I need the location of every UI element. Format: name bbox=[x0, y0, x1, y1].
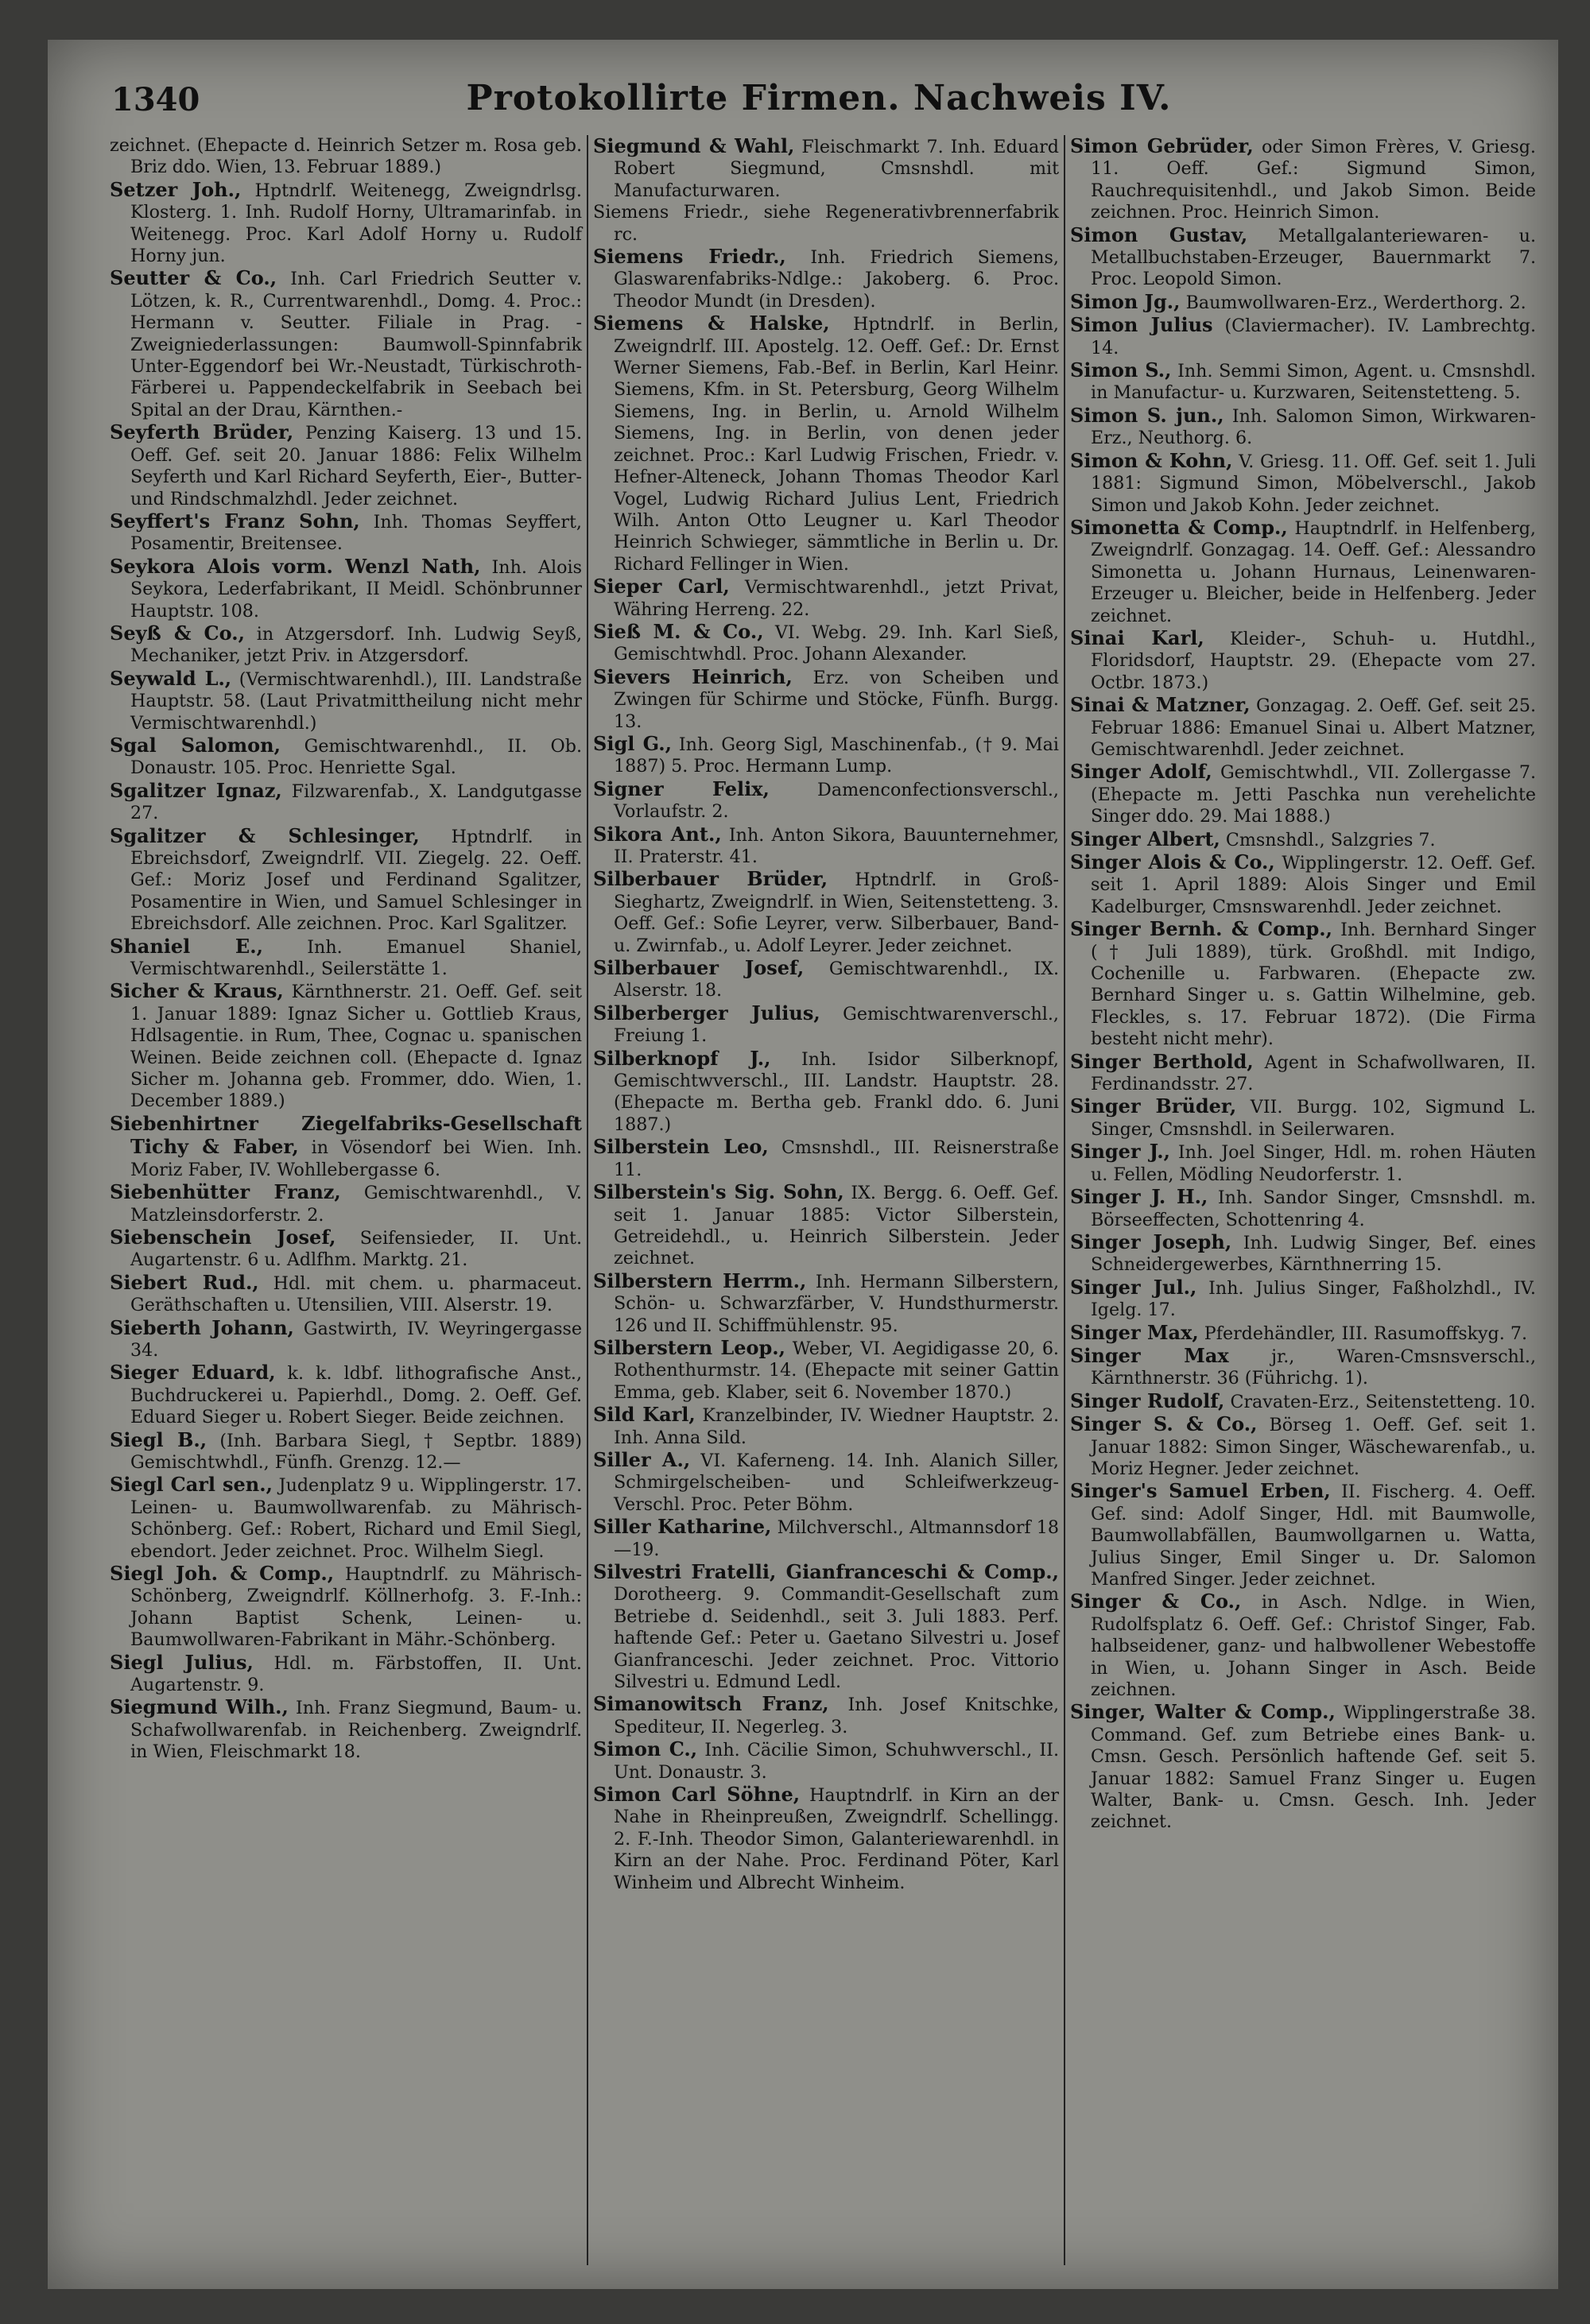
directory-entry bbox=[110, 1563, 582, 1652]
firm-name: Silberbauer Brüder, bbox=[593, 867, 828, 891]
firm-name: Singer J. H., bbox=[1070, 1185, 1208, 1209]
directory-entry bbox=[110, 980, 582, 1112]
firm-name: Singer Albert, bbox=[1070, 827, 1220, 850]
directory-entry bbox=[593, 575, 1059, 621]
directory-entry bbox=[1070, 1390, 1536, 1413]
firm-details: Wipplingerstr. 12. Oeff. Gef. seit 1. April 1889: Alois Singer und Emil Kadelburger, Cmsnswarenhdl. Jeder zeichnet. bbox=[1091, 853, 1536, 917]
page-number: 1340 bbox=[111, 81, 200, 118]
firm-name: Singer Joseph, bbox=[1070, 1230, 1232, 1253]
directory-entry bbox=[110, 421, 582, 510]
firm-name: Sgalitzer & Schlesinger, bbox=[110, 823, 420, 847]
directory-entry bbox=[110, 1272, 582, 1317]
firm-name: Singer Adolf, bbox=[1070, 760, 1212, 784]
firm-details: Inh. Franz Siegmund, Baum- u. Schafwollwarenfab. in Reichenberg. Zweigndrlf. in Wien, Fleischmarkt 18. bbox=[130, 1698, 582, 1763]
firm-details: VI. Webg. 29. Inh. Karl Sieß, Gemischtwhdl. Proc. Johann Alexander. bbox=[614, 622, 1059, 665]
firm-details: jr., Waren-Cmsnsverschl., Kärnthnerstr. 36 (Führichg. 1). bbox=[1091, 1346, 1536, 1389]
firm-name: Siebenhirtner Ziegelfabriks-Gesellschaft Tichy & Faber, bbox=[110, 1111, 582, 1159]
firm-name: Sinai Karl, bbox=[1070, 626, 1204, 649]
firm-name: Singer Max bbox=[1070, 1343, 1229, 1367]
column-3 bbox=[1064, 135, 1541, 2265]
directory-entry bbox=[110, 734, 582, 780]
directory-entry bbox=[593, 1693, 1059, 1738]
firm-name: Siegl Julius, bbox=[110, 1650, 254, 1674]
firm-name: Simon Julius bbox=[1070, 313, 1213, 337]
firm-name: Sikora Ant., bbox=[593, 822, 722, 846]
directory-entry bbox=[593, 1404, 1059, 1449]
firm-details: Vermischtwarenhdl., jetzt Privat, Währing Herreng. 22. bbox=[614, 577, 1059, 620]
firm-details: Hptndrlf. Weitenegg, Zweigndrlsg. Klosterg. 1. Inh. Rudolf Horny, Ultramarinfab. in Weitenegg. Proc. Karl Adolf Horny u. Rudolf Horny jun. bbox=[130, 180, 582, 267]
firm-name: Siegl Carl sen., bbox=[110, 1473, 273, 1497]
directory-entry bbox=[593, 1270, 1059, 1337]
directory-entry bbox=[1070, 761, 1536, 827]
firm-name: Singer Rudolf, bbox=[1070, 1389, 1225, 1412]
firm-name: Siller Katharine, bbox=[593, 1515, 772, 1539]
directory-entry bbox=[593, 1002, 1059, 1048]
firm-name: Simanowitsch Franz, bbox=[593, 1692, 829, 1716]
firm-details: Inh. Anton Sikora, Bauunternehmer, II. Praterstr. 41. bbox=[614, 824, 1059, 867]
directory-entry bbox=[593, 1136, 1059, 1181]
directory-entry bbox=[1070, 1276, 1536, 1322]
directory-entry bbox=[110, 1652, 582, 1697]
directory-entry bbox=[593, 202, 1059, 246]
firm-name: Seyferth Brüder, bbox=[110, 420, 294, 444]
directory-entry bbox=[593, 666, 1059, 733]
firm-details: Milchverschl., Altmannsdorf 18—19. bbox=[614, 1517, 1059, 1560]
directory-entry bbox=[1070, 1590, 1536, 1701]
firm-details: Kleider-, Schuh- u. Hutdhl., Floridsdorf, Hauptstr. 29. (Ehepacte vom 27. Octbr. 1873.) bbox=[1091, 628, 1536, 693]
firm-details: Dorotheerg. 9. Commandit-Gesellschaft zum Betriebe d. Seidenhdl., seit 3. Juli 1883. Perf. haftende Gef.: Peter u. Gaetano Silvestri u. Josef Gianfranceschi. Jeder zeichnet. Proc. Vittorio Silvestri u. Edmund Ledl. bbox=[614, 1584, 1059, 1693]
directory-entry bbox=[593, 957, 1059, 1002]
firm-name: Siegmund Wilh., bbox=[110, 1695, 289, 1719]
directory-entry bbox=[110, 1696, 582, 1763]
directory-entry bbox=[110, 1181, 582, 1226]
firm-details: Hauptndrlf. zu Mährisch-Schönberg, Zweigndrlf. Köllnerhofg. 3. F.-Inh.: Johann Baptist Schenk, Leinen- u. Baumwollwaren-Fabrikant in Mähr.-Schönberg. bbox=[130, 1564, 583, 1651]
directory-entry bbox=[1070, 1186, 1536, 1231]
directory-entry bbox=[110, 556, 582, 622]
firm-name: Silvestri Fratelli, Gianfranceschi & Comp., bbox=[593, 1560, 1059, 1583]
firm-details: Fleischmarkt 7. Inh. Eduard Robert Siegmund, Cmsnshdl. mit Manufacturwaren. bbox=[614, 137, 1059, 201]
directory-entry bbox=[1070, 1095, 1536, 1141]
firm-details: Gemischtwarenverschl., Freiung 1. bbox=[614, 1003, 1059, 1047]
firm-details: Hptndrlf. in Ebreichsdorf, Zweigndrlf. VII. Ziegelg. 22. Oeff. Gef.: Moriz Josef und Ferdinand Sgalitzer, Posamentire in Wien, und Samuel Schlesinger in Ebreichsdorf. Alle zeichnen. Proc. Karl Sgalitzer. bbox=[130, 826, 582, 935]
directory-entry bbox=[593, 1561, 1059, 1693]
directory-entry bbox=[110, 668, 582, 734]
directory-entry bbox=[1070, 405, 1536, 450]
directory-entry bbox=[593, 733, 1059, 778]
directory-entry bbox=[593, 312, 1059, 575]
directory-entry bbox=[1070, 1701, 1536, 1833]
firm-name: Singer & Co., bbox=[1070, 1590, 1242, 1613]
firm-details: Hdl. mit chem. u. pharmaceut. Geräthschaften u. Utensilien, VIII. Alserstr. 19. bbox=[130, 1272, 582, 1316]
firm-name: Singer, Walter & Comp., bbox=[1070, 1700, 1336, 1724]
directory-entry bbox=[1070, 1141, 1536, 1186]
firm-details: Inh. Joel Singer, Hdl. m. rohen Häuten u. Fellen, Mödling Neudorferstr. 1. bbox=[1091, 1142, 1536, 1185]
directory-entry bbox=[110, 825, 582, 935]
firm-name: Siller A., bbox=[593, 1447, 691, 1471]
column-2 bbox=[587, 135, 1064, 2265]
firm-details: Kärnthnerstr. 21. Oeff. Gef. seit 1. Januar 1889: Ignaz Sicher u. Gottlieb Kraus, Hdlsagentie. in Rum, Thee, Cognac u. spanischen Weinen. Beide zeichnen coll. (Ehepacte d. Ignaz Sicher m. Johanna geb. Frommer, ddo. Wien, 1. December 1889.) bbox=[130, 982, 582, 1112]
firm-details: (Claviermacher). IV. Lambrechtg. 14. bbox=[1091, 316, 1536, 358]
firm-details: oder Simon Frères, V. Griesg. 11. Oeff. Gef.: Sigmund Simon, Rauchrequisitenhdl., und Jakob Simon. Beide zeichnen. Proc. Heinrich Simon. bbox=[1091, 137, 1536, 223]
firm-name: Sgal Salomon, bbox=[110, 733, 281, 757]
firm-details: Hptndrlf. in Berlin, Zweigndrlf. III. Apostelg. 12. Oeff. Gef.: Dr. Ernst Werner Siemens, Fab.-Bef. in Berlin, Karl Heinr. Siemens, Kfm. in St. Petersburg, Georg Wilhelm Siemens, Ing. in Berlin, u. Arnold Wilhelm Siemens, Ing. in Berlin, von denen jeder zeichnet. Proc.: Karl Ludwig Frischen, Friedr. v. Hefner-Alteneck, Johann Thomas Theodor Karl Vogel, Ludwig Richard Julius Lent, Friedrich Wilh. Anton Otto Leugner u. Karl Theodor Heinrich Schwieger, sämmtliche in Berlin u. Dr. Richard Fellinger in Wien. bbox=[614, 314, 1059, 575]
directory-entry bbox=[1070, 694, 1536, 761]
firm-name: Singer Brüder, bbox=[1070, 1094, 1237, 1118]
firm-details: Baumwollwaren-Erz., Werderthorg. 2. bbox=[1185, 292, 1526, 313]
firm-details: zeichnet. (Ehepacte d. Heinrich Setzer m. Rosa geb. Briz ddo. Wien, 13. Februar 1889.) bbox=[110, 135, 582, 178]
firm-details: Seifensieder, II. Unt. Augartenstr. 6 u. Adlfhm. Marktg. 21. bbox=[130, 1227, 582, 1271]
directory-entry bbox=[1070, 224, 1536, 291]
firm-details: Hptndrlf. in Groß-Sieghartz, Zweigndrlf. in Wien, Seitenstetteng. 3. Oeff. Gef.: Sofie Leyrer, verw. Silberbauer, Band- u. Zwirnfab., u. Adolf Leyrer. Jeder zeichnet. bbox=[614, 870, 1060, 956]
column-1 bbox=[110, 135, 587, 2265]
firm-name: Sieberth Johann, bbox=[110, 1315, 294, 1339]
directory-entry bbox=[1070, 291, 1536, 314]
firm-details: Judenplatz 9 u. Wipplingerstr. 17. Leinen- u. Baumwollwarenfab. zu Mährisch-Schönberg. Gef.: Robert, Richard und Emil Siegl, ebendort. Jeder zeichnet. Proc. Wilhelm Siegl. bbox=[130, 1475, 582, 1562]
firm-name: Siemens Friedr., bbox=[593, 245, 786, 269]
firm-details: Hdl. m. Färbstoffen, II. Unt. Augartenstr. 9. bbox=[130, 1652, 582, 1696]
firm-name: Seyß & Co., bbox=[110, 621, 245, 645]
firm-name: Sinai & Matzner, bbox=[1070, 693, 1251, 717]
firm-details: Wipplingerstraße 38. Command. Gef. zum Betriebe eines Bank- u. Cmsn. Gesch. Persönlich haftende Gef. seit 5. Januar 1882: Samuel Franz Singer u. Eugen Walter, Bank- u. Cmsn. Gesch. Inh. Jeder zeichnet. bbox=[1091, 1702, 1536, 1833]
firm-details: Inh. Hermann Silberstern, Schön- u. Schwarzfärber, V. Hundsthurmerstr. 126 und II. Schiffmühlenstr. 95. bbox=[614, 1271, 1059, 1336]
firm-details: Gemischtwhdl., VII. Zollergasse 7. (Ehepacte m. Jetti Paschka nun verehelichte Singer ddo. 29. Mai 1888.) bbox=[1091, 762, 1536, 827]
firm-details: Damenconfectionsverschl., Vorlaufstr. 2. bbox=[614, 779, 1059, 823]
firm-details: Inh. Alois Seykora, Lederfabrikant, II Meidl. Schönbrunner Hauptstr. 108. bbox=[130, 556, 582, 622]
firm-details: Inh. Thomas Seyffert, Posamentir, Breitensee. bbox=[130, 511, 582, 555]
firm-details: Agent in Schafwollwaren, II. Ferdinandsstr. 27. bbox=[1091, 1052, 1536, 1095]
directory-entry bbox=[1070, 450, 1536, 517]
firm-details: Hauptndrlf. in Kirn an der Nahe in Rheinpreußen, Zweigndrlf. Schellingg. 2. F.-Inh. Theodor Simon, Galanteriewarenhdl. in Kirn an der Nahe. Proc. Ferdinand Pöter, Karl Winheim und Albrecht Winheim. bbox=[614, 1785, 1059, 1893]
firm-details: Gemischtwarenhdl., II. Ob. Donaustr. 105. Proc. Henriette Sgal. bbox=[130, 735, 582, 779]
firm-details: Weber, VI. Aegidigasse 20, 6. Rothenthurmstr. 14. (Ehepacte mit seiner Gattin Emma, geb. Klaber, seit 6. November 1870.) bbox=[614, 1338, 1059, 1403]
firm-details: (Vermischtwarenhdl.), III. Landstraße Hauptstr. 58. (Laut Privatmittheilung nicht mehr Vermischtwarenhdl.) bbox=[130, 668, 582, 734]
firm-details: Inh. Georg Sigl, Maschinenfab., († 9. Mai 1887) 5. Proc. Hermann Lump. bbox=[614, 734, 1059, 777]
firm-details: Kranzelbinder, IV. Wiedner Hauptstr. 2. Inh. Anna Sild. bbox=[614, 1405, 1059, 1448]
firm-name: Sgalitzer Ignaz, bbox=[110, 778, 282, 802]
firm-details: Inh. Salomon Simon, Wirkwaren-Erz., Neuthorg. 6. bbox=[1091, 405, 1537, 449]
directory-entry bbox=[1070, 1480, 1536, 1590]
firm-name: Signer Felix, bbox=[593, 777, 770, 800]
firm-details: Inh. Friedrich Siemens, Glaswarenfabriks-Ndlge.: Jakoberg. 6. Proc. Theodor Mundt (in Dresden). bbox=[614, 247, 1059, 312]
firm-name: Seutter & Co., bbox=[110, 266, 277, 290]
firm-name: Siebenschein Josef, bbox=[110, 1225, 336, 1249]
directory-entry bbox=[1070, 1345, 1536, 1390]
firm-details: VI. Kaferneng. 14. Inh. Alanich Siller, Schmirgelscheiben- und Schleifwerkzeug-Verschl. Proc. Peter Böhm. bbox=[614, 1450, 1059, 1515]
directory-entry bbox=[1070, 1322, 1536, 1345]
directory-entry bbox=[1070, 851, 1536, 918]
firm-name: Simon C., bbox=[593, 1737, 698, 1761]
directory-entry bbox=[110, 1317, 582, 1362]
directory-entry bbox=[1070, 1231, 1536, 1276]
directory-entry bbox=[110, 135, 582, 179]
firm-details: Inh. Sandor Singer, Cmsnshdl. m. Börseeffecten, Schottenring 4. bbox=[1091, 1187, 1536, 1230]
firm-details: Börseg 1. Oeff. Gef. seit 1. Januar 1882: Simon Singer, Wäschewarenfab., u. Moriz Hegner. Jeder zeichnet. bbox=[1091, 1415, 1536, 1479]
directory-entry bbox=[593, 1738, 1059, 1784]
directory-entry bbox=[110, 510, 582, 556]
firm-name: Silberbauer Josef, bbox=[593, 956, 805, 980]
firm-name: Siegl Joh. & Comp., bbox=[110, 1562, 335, 1585]
firm-details: Inh. Bernhard Singer († Juli 1889), türk. Großhdl. mit Indigo, Cochenille u. Farbwaren. (Ehepacte zw. Bernhard Singer u. s. Gattin Wilhelmine, geb. Fleckles, s. 17. Februar 1872). (Die Firma besteht nicht mehr). bbox=[1091, 920, 1536, 1050]
directory-entry bbox=[1070, 828, 1536, 851]
firm-name: Seywald L., bbox=[110, 666, 232, 690]
firm-name: Sicher & Kraus, bbox=[110, 979, 284, 1003]
directory-columns bbox=[110, 135, 1541, 2265]
firm-name: Singer Max, bbox=[1070, 1320, 1199, 1344]
directory-entry bbox=[110, 1429, 582, 1474]
directory-entry bbox=[593, 1784, 1059, 1894]
firm-name: Siebenhütter Franz, bbox=[110, 1180, 341, 1204]
firm-name: Seykora Alois vorm. Wenzl Nath, bbox=[110, 554, 481, 578]
firm-details: V. Griesg. 11. Off. Gef. seit 1. Juli 1881: Sigmund Simon, Möbelverschl., Jakob Simon und Jakob Kohn. Jeder zeichnet. bbox=[1091, 451, 1536, 516]
firm-name: Singer Berthold, bbox=[1070, 1049, 1254, 1073]
directory-entry bbox=[1070, 359, 1536, 405]
firm-name: Simon Gebrüder, bbox=[1070, 135, 1254, 157]
firm-details: Inh. Carl Friedrich Seutter v. Lötzen, k. R., Currentwarenhdl., Domg. 4. Proc.: Hermann v. Seutter. Filiale in Prag. -Zweigniederlassungen: Baumwoll-Spinnfabrik Unter-Eggendorf bei Wr.-Neustadt, Türkischroth-Färberei u. Pappendeckelfabrik in Seebach bei Spital an der Drau, Kärnthen.- bbox=[130, 269, 582, 420]
firm-name: Sigl G., bbox=[593, 731, 672, 755]
firm-name: Silberstein Leo, bbox=[593, 1135, 769, 1159]
firm-name: Simon S. jun., bbox=[1070, 403, 1224, 427]
firm-details: k. k. ldbf. lithografische Anst., Buchdruckerei u. Papierhdl., Domg. 2. Oeff. Gef. Eduard Sieger u. Robert Sieger. Beide zeichnen. bbox=[130, 1363, 582, 1428]
firm-name: Sievers Heinrich, bbox=[593, 664, 793, 688]
firm-name: Simon Jg., bbox=[1070, 289, 1181, 313]
firm-details: in Asch. Ndlge. in Wien, Rudolfsplatz 6. Oeff. Gef.: Christof Singer, Fab. halbseidener, ganz- und halbwollener Webestoffe in Wien, u. Johann Singer in Asch. Beide zeichnen. bbox=[1091, 1592, 1536, 1701]
directory-entry bbox=[110, 935, 582, 981]
directory-entry bbox=[110, 780, 582, 825]
firm-name: Siegl B., bbox=[110, 1427, 207, 1451]
firm-details: Hauptndrlf. in Helfenberg, Zweigndrlf. Gonzagag. 14. Oeff. Gef.: Alessandro Simonetta u. Johann Hurnaus, Leinenwaren-Erzeuger u. Bleicher, beide in Helfenberg. Jeder zeichnet. bbox=[1091, 517, 1536, 626]
directory-entry bbox=[593, 1337, 1059, 1404]
directory-entry bbox=[110, 1361, 582, 1428]
firm-details: in Atzgersdorf. Inh. Ludwig Seyß, Mechaniker, jetzt Priv. in Atzgersdorf. bbox=[130, 623, 582, 667]
firm-name: Silberstern Leop., bbox=[593, 1335, 785, 1359]
directory-entry bbox=[593, 868, 1059, 957]
directory-entry bbox=[593, 246, 1059, 312]
firm-details: Gastwirth, IV. Weyringergasse 34. bbox=[130, 1318, 582, 1361]
firm-details: Metallgalanteriewaren- u. Metallbuchstaben-Erzeuger, Bauernmarkt 7. Proc. Leopold Simon. bbox=[1091, 225, 1537, 290]
firm-name: Simon Carl Söhne, bbox=[593, 1783, 801, 1807]
firm-name: Seyffert's Franz Sohn, bbox=[110, 509, 360, 533]
page-header bbox=[111, 78, 1526, 134]
firm-details: Gemischtwarenhdl., IX. Alserstr. 18. bbox=[614, 959, 1059, 1001]
directory-entry bbox=[1070, 517, 1536, 627]
firm-name: Simon S., bbox=[1070, 358, 1172, 382]
firm-name: Shaniel E., bbox=[110, 934, 263, 958]
directory-entry bbox=[593, 135, 1059, 202]
firm-details: Pferdehändler, III. Rasumoffskyg. 7. bbox=[1204, 1323, 1528, 1344]
firm-details: Cravaten-Erz., Seitenstetteng. 10. bbox=[1230, 1391, 1536, 1412]
directory-entry bbox=[593, 1516, 1059, 1561]
firm-name: Singer J., bbox=[1070, 1140, 1170, 1164]
firm-details: Inh. Ludwig Singer, Bef. eines Schneidergewerbes, Kärnthnerring 15. bbox=[1091, 1232, 1536, 1276]
firm-name: Sieß M. & Co., bbox=[593, 619, 764, 643]
firm-details: Gemischtwarenhdl., V. Matzleinsdorferstr. 2. bbox=[130, 1183, 582, 1226]
firm-details: Inh. Cäcilie Simon, Schuhwverschl., II. Unt. Donaustr. 3. bbox=[614, 1740, 1059, 1783]
firm-name: Siemens & Halske, bbox=[593, 312, 830, 335]
directory-entry bbox=[110, 267, 582, 421]
firm-details: Siemens Friedr., siehe Regenerativbrennerfabrik rc. bbox=[593, 202, 1059, 245]
firm-name: Singer Bernh. & Comp., bbox=[1070, 917, 1333, 941]
firm-name: Simon & Kohn, bbox=[1070, 448, 1233, 472]
firm-name: Singer Jul., bbox=[1070, 1275, 1197, 1299]
firm-name: Singer's Samuel Erben, bbox=[1070, 1479, 1331, 1503]
firm-details: Gonzagag. 2. Oeff. Gef. seit 25. Februar 1886: Emanuel Sinai u. Albert Matzner, Gemischtwarenhdl. Jeder zeichnet. bbox=[1091, 695, 1536, 760]
directory-entry bbox=[593, 1181, 1059, 1270]
firm-name: Siebert Rud., bbox=[110, 1270, 259, 1294]
firm-name: Simon Gustav, bbox=[1070, 223, 1248, 246]
firm-details: Inh. Isidor Silberknopf, Gemischtwverschl., III. Landstr. Hauptstr. 28. (Ehepacte m. Bertha geb. Frankl ddo. 6. Juni 1887.) bbox=[614, 1048, 1059, 1135]
firm-name: Singer Alois & Co., bbox=[1070, 850, 1275, 873]
directory-entry bbox=[110, 1474, 582, 1563]
directory-entry bbox=[110, 622, 582, 668]
firm-name: Silberknopf J., bbox=[593, 1046, 771, 1070]
directory-entry bbox=[1070, 314, 1536, 359]
directory-entry bbox=[593, 621, 1059, 666]
firm-details: II. Fischerg. 4. Oeff. Gef. sind: Adolf Singer, Hdl. mit Baumwolle, Baumwollabfällen, Baumwollgarnen u. Watta, Julius Singer, Emil Singer u. Dr. Salomon Manfred Singer. Jeder zeichnet. bbox=[1091, 1482, 1536, 1590]
running-head: Protokollirte Firmen. Nachweis IV. bbox=[466, 78, 1172, 118]
directory-entry bbox=[1070, 1051, 1536, 1096]
firm-details: Cmsnshdl., Salzgries 7. bbox=[1225, 829, 1436, 850]
directory-entry bbox=[110, 1113, 582, 1181]
directory-entry bbox=[593, 823, 1059, 869]
firm-details: (Inh. Barbara Siegl, † Septbr. 1889) Gemischtwhdl., Fünfh. Grenzg. 12.— bbox=[130, 1430, 582, 1473]
firm-name: Setzer Joh., bbox=[110, 177, 242, 201]
firm-details: IX. Bergg. 6. Oeff. Gef. seit 1. Januar 1885: Victor Silberstein, Getreidehdl., u. Heinrich Silberstein. Jeder zeichnet. bbox=[614, 1183, 1059, 1269]
firm-name: Siegmund & Wahl, bbox=[593, 135, 795, 157]
directory-entry bbox=[1070, 1413, 1536, 1480]
firm-name: Silberstern Herrm., bbox=[593, 1269, 807, 1292]
directory-entry bbox=[593, 778, 1059, 823]
directory-entry bbox=[1070, 918, 1536, 1050]
directory-entry bbox=[1070, 627, 1536, 694]
firm-name: Singer S. & Co., bbox=[1070, 1412, 1258, 1436]
directory-entry bbox=[593, 1048, 1059, 1137]
firm-name: Silberberger Julius, bbox=[593, 1001, 820, 1024]
firm-details: Inh. Semmi Simon, Agent. u. Cmsnshdl. in Manufactur- u. Kurzwaren, Seitenstetteng. 5. bbox=[1091, 361, 1536, 404]
firm-name: Sieger Eduard, bbox=[110, 1361, 276, 1385]
firm-details: Penzing Kaiserg. 13 und 15. Oeff. Gef. seit 20. Januar 1886: Felix Wilhelm Seyferth und Karl Richard Seyferth, Eier-, Butter- und Rindschmalzhdl. Jeder zeichnet. bbox=[130, 423, 582, 509]
directory-page bbox=[48, 40, 1558, 2289]
firm-details: Filzwarenfab., X. Landgutgasse 27. bbox=[130, 780, 582, 824]
firm-details: Cmsnshdl., III. Reisnerstraße 11. bbox=[614, 1137, 1059, 1180]
directory-entry bbox=[110, 179, 582, 268]
directory-entry bbox=[110, 1226, 582, 1272]
firm-name: Sild Karl, bbox=[593, 1403, 696, 1427]
firm-details: in Vösendorf bei Wien. Inh. Moriz Faber, IV. Wohllebergasse 6. bbox=[130, 1137, 583, 1180]
firm-details: Inh. Julius Singer, Faßholzhdl., IV. Igelg. 17. bbox=[1091, 1277, 1536, 1321]
firm-details: Inh. Emanuel Shaniel, Vermischtwarenhdl., Seilerstätte 1. bbox=[130, 936, 582, 980]
firm-details: Inh. Josef Knitschke, Spediteur, II. Negerleg. 3. bbox=[614, 1695, 1060, 1737]
firm-details: VII. Burgg. 102, Sigmund L. Singer, Cmsnshdl. in Seilerwaren. bbox=[1091, 1097, 1536, 1140]
firm-details: Erz. von Scheiben und Zwingen für Schirme und Stöcke, Fünfh. Burgg. 13. bbox=[614, 667, 1059, 732]
directory-entry bbox=[593, 1449, 1059, 1516]
firm-name: Simonetta & Comp., bbox=[1070, 515, 1288, 539]
firm-name: Silberstein's Sig. Sohn, bbox=[593, 1180, 844, 1204]
directory-entry bbox=[1070, 135, 1536, 224]
firm-name: Sieper Carl, bbox=[593, 575, 730, 598]
